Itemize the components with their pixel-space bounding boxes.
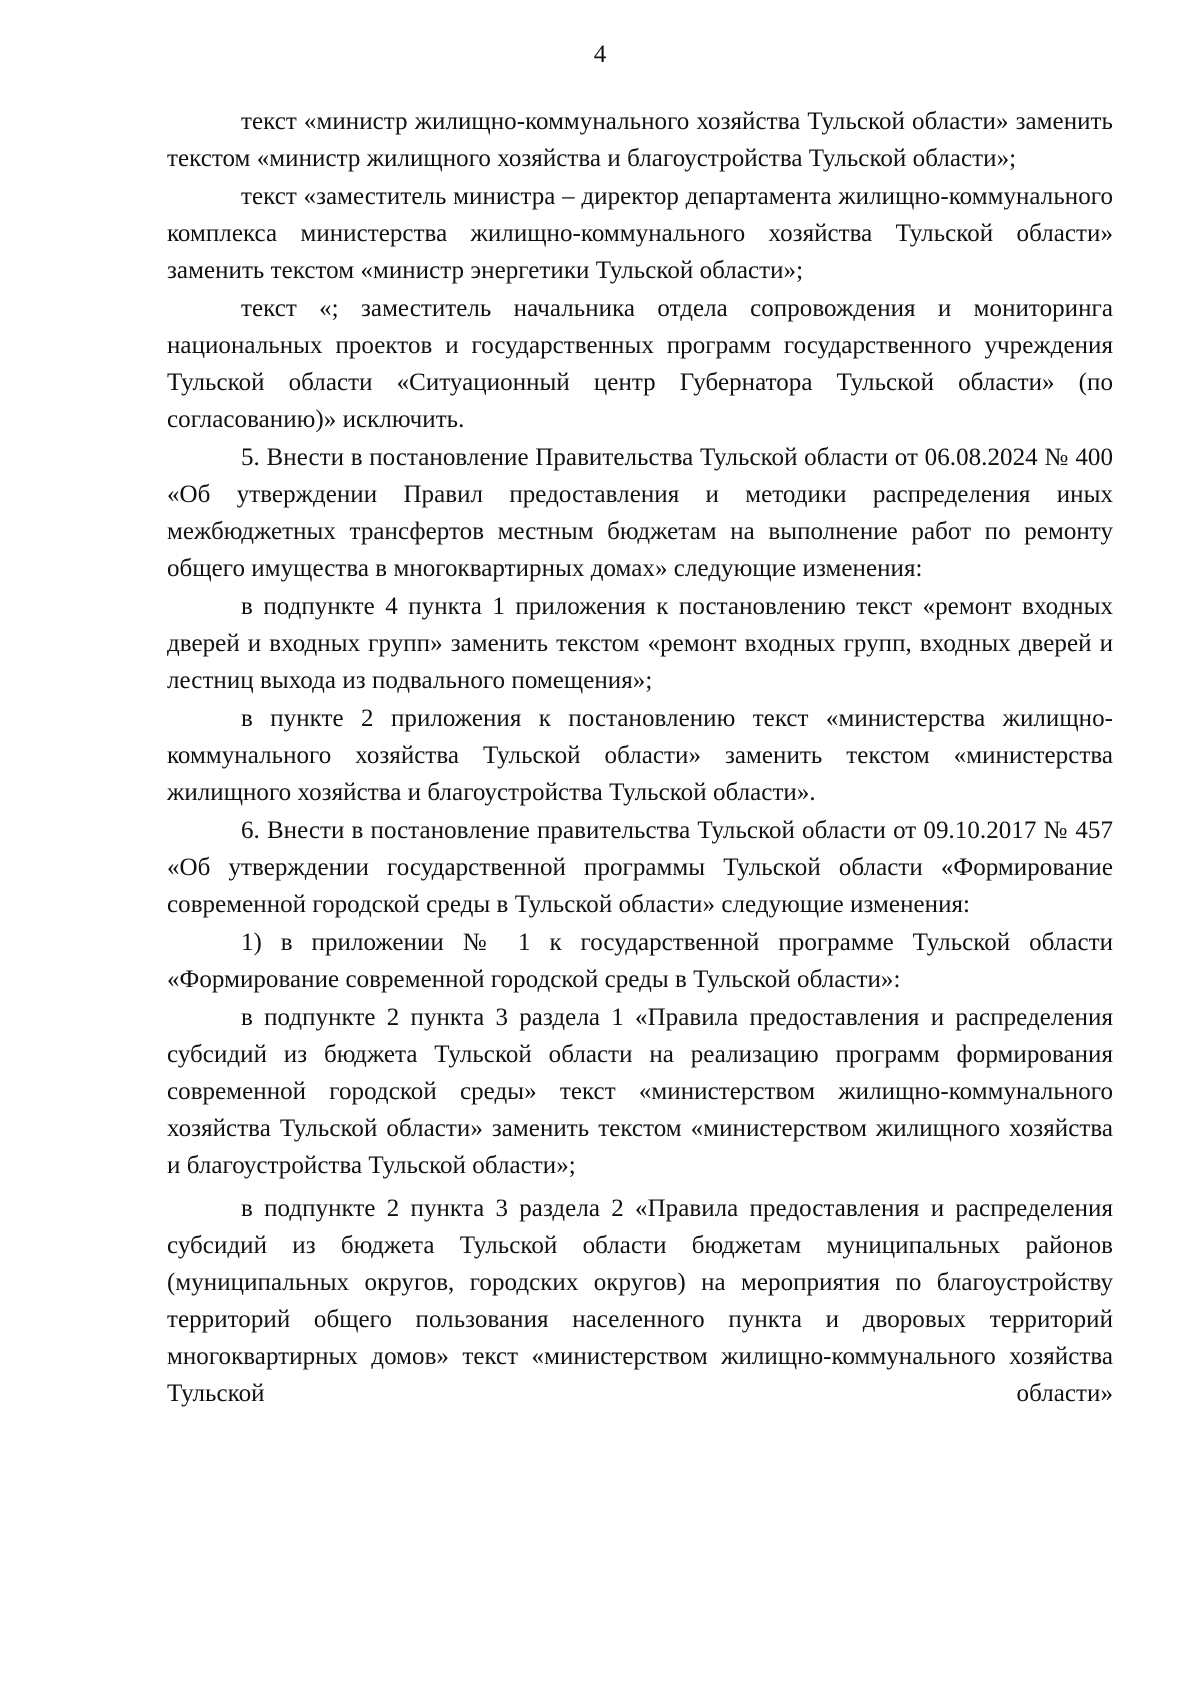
paragraph-item-6: 6. Внести в постановление правительства Тульской области от 09.10.2017 № 457 «Об утверждении государственной программы Тульской области «Формирование современной городской среды в Тульской области» следующие изменения: (167, 817, 1113, 918)
page-number: 4 (593, 41, 607, 68)
paragraph-9: в подпункте 2 пункта 3 раздела 1 «Правила предоставления и распределения субсидий из бюджета Тульской области на реализацию программ формирования современной городской среды» текст «министерством жилищно-коммунального хозяйства Тульской области» заменить текстом «министерством жилищного хозяйства и благоустройства Тульской области»; (167, 1004, 1113, 1179)
paragraph-10: в подпункте 2 пункта 3 раздела 2 «Правила предоставления и распределения субсидий из бюджета Тульской области бюджетам муниципальных районов (муниципальных округов, городских округов) на мероприятия по благоустройству территорий общего пользования населенного пункта и дворовых территорий многоквартирных домов» текст «министерством жилищно-коммунального хозяйства Тульской области» (167, 1195, 1113, 1407)
paragraph-3: текст «; заместитель начальника отдела сопровождения и мониторинга национальных проектов и государственных программ государственного учреждения Тульской области «Ситуационный центр Губернатора Тульской области» (по согласованию)» исключить. (167, 295, 1113, 433)
paragraph-1: текст «министр жилищно-коммунального хозяйства Тульской области» заменить текстом «министр жилищного хозяйства и благоустройства Тульской области»; (167, 108, 1113, 172)
paragraph-5: в подпункте 4 пункта 1 приложения к постановлению текст «ремонт входных дверей и входных групп» заменить текстом «ремонт входных групп, входных дверей и лестниц выхода из подвального помещения»; (167, 593, 1113, 694)
paragraph-6: в пункте 2 приложения к постановлению текст «министерства жилищно-коммунального хозяйства Тульской области» заменить текстом «министерства жилищного хозяйства и благоустройства Тульской области». (167, 705, 1113, 806)
paragraph-subitem-1: 1) в приложении № 1 к государственной программе Тульской области «Формирование современной городской среды в Тульской области»: (167, 929, 1113, 993)
paragraph-2: текст «заместитель министра – директор департамента жилищно-коммунального комплекса министерства жилищно-коммунального хозяйства Тульской области» заменить текстом «министр энергетики Тульской области»; (167, 183, 1113, 284)
document-body (167, 103, 1113, 1412)
paragraph-item-5: 5. Внести в постановление Правительства Тульской области от 06.08.2024 № 400 «Об утверждении Правил предоставления и методики распределения иных межбюджетных трансфертов местным бюджетам на выполнение работ по ремонту общего имущества в многоквартирных домах» следующие изменения: (167, 444, 1113, 582)
